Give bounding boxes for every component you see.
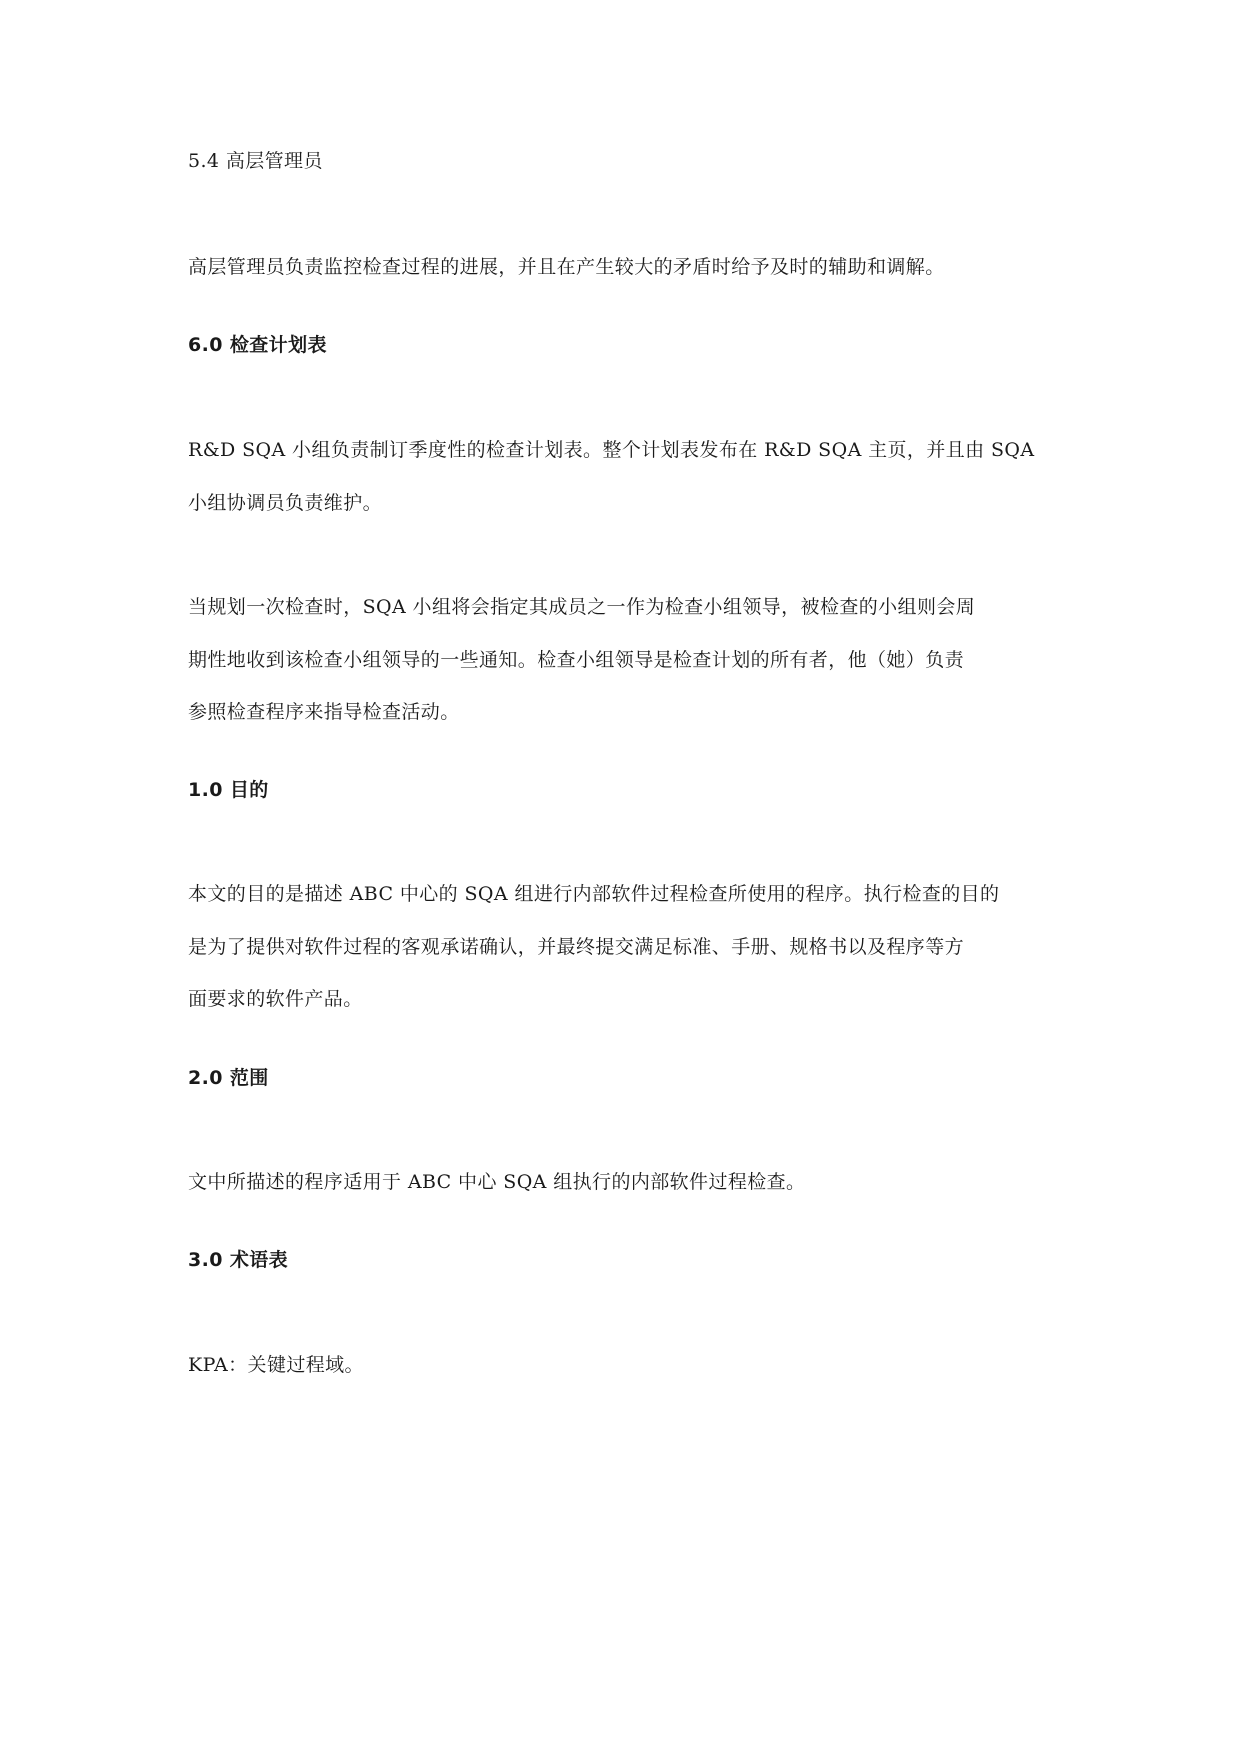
section-1-0-title: 1.0 目的: [188, 779, 269, 801]
section-2-0-title: 2.0 范围: [188, 1067, 269, 1089]
section-2-0-paragraph: 文中所描述的程序适用于 ABC 中心 SQA 组执行的内部软件过程检查。: [188, 1171, 806, 1193]
section-6-0-paragraph-2-line-3: 参照检查程序来指导检查活动。: [188, 701, 460, 723]
section-6-0-paragraph-2-line-2: 期性地收到该检查小组领导的一些通知。检查小组领导是检查计划的所有者，他（她）负责: [188, 649, 965, 671]
section-3-0-title: 3.0 术语表: [188, 1249, 289, 1271]
section-1-0-paragraph-line-2: 是为了提供对软件过程的客观承诺确认，并最终提交满足标准、手册、规格书以及程序等方: [188, 936, 965, 958]
section-6-0-paragraph-1-line-1: R&D SQA 小组负责制订季度性的检查计划表。整个计划表发布在 R&D SQA 主页，并且由 SQA: [188, 439, 1035, 461]
section-3-0-paragraph: KPA：关键过程域。: [188, 1354, 364, 1376]
section-6-0-title: 6.0 检查计划表: [188, 334, 327, 356]
section-6-0-paragraph-2-line-1: 当规划一次检查时，SQA 小组将会指定其成员之一作为检查小组领导，被检查的小组则会周: [188, 596, 976, 618]
section-5-4-title: 5.4 高层管理员: [188, 150, 323, 172]
section-6-0-paragraph-1-line-2: 小组协调员负责维护。: [188, 492, 383, 514]
section-1-0-paragraph-line-3: 面要求的软件产品。: [188, 988, 363, 1010]
section-1-0-paragraph-line-1: 本文的目的是描述 ABC 中心的 SQA 组进行内部软件过程检查所使用的程序。执行检查的目的: [188, 883, 1000, 905]
section-5-4-paragraph: 高层管理员负责监控检查过程的进展，并且在产生较大的矛盾时给予及时的辅助和调解。: [188, 256, 945, 278]
